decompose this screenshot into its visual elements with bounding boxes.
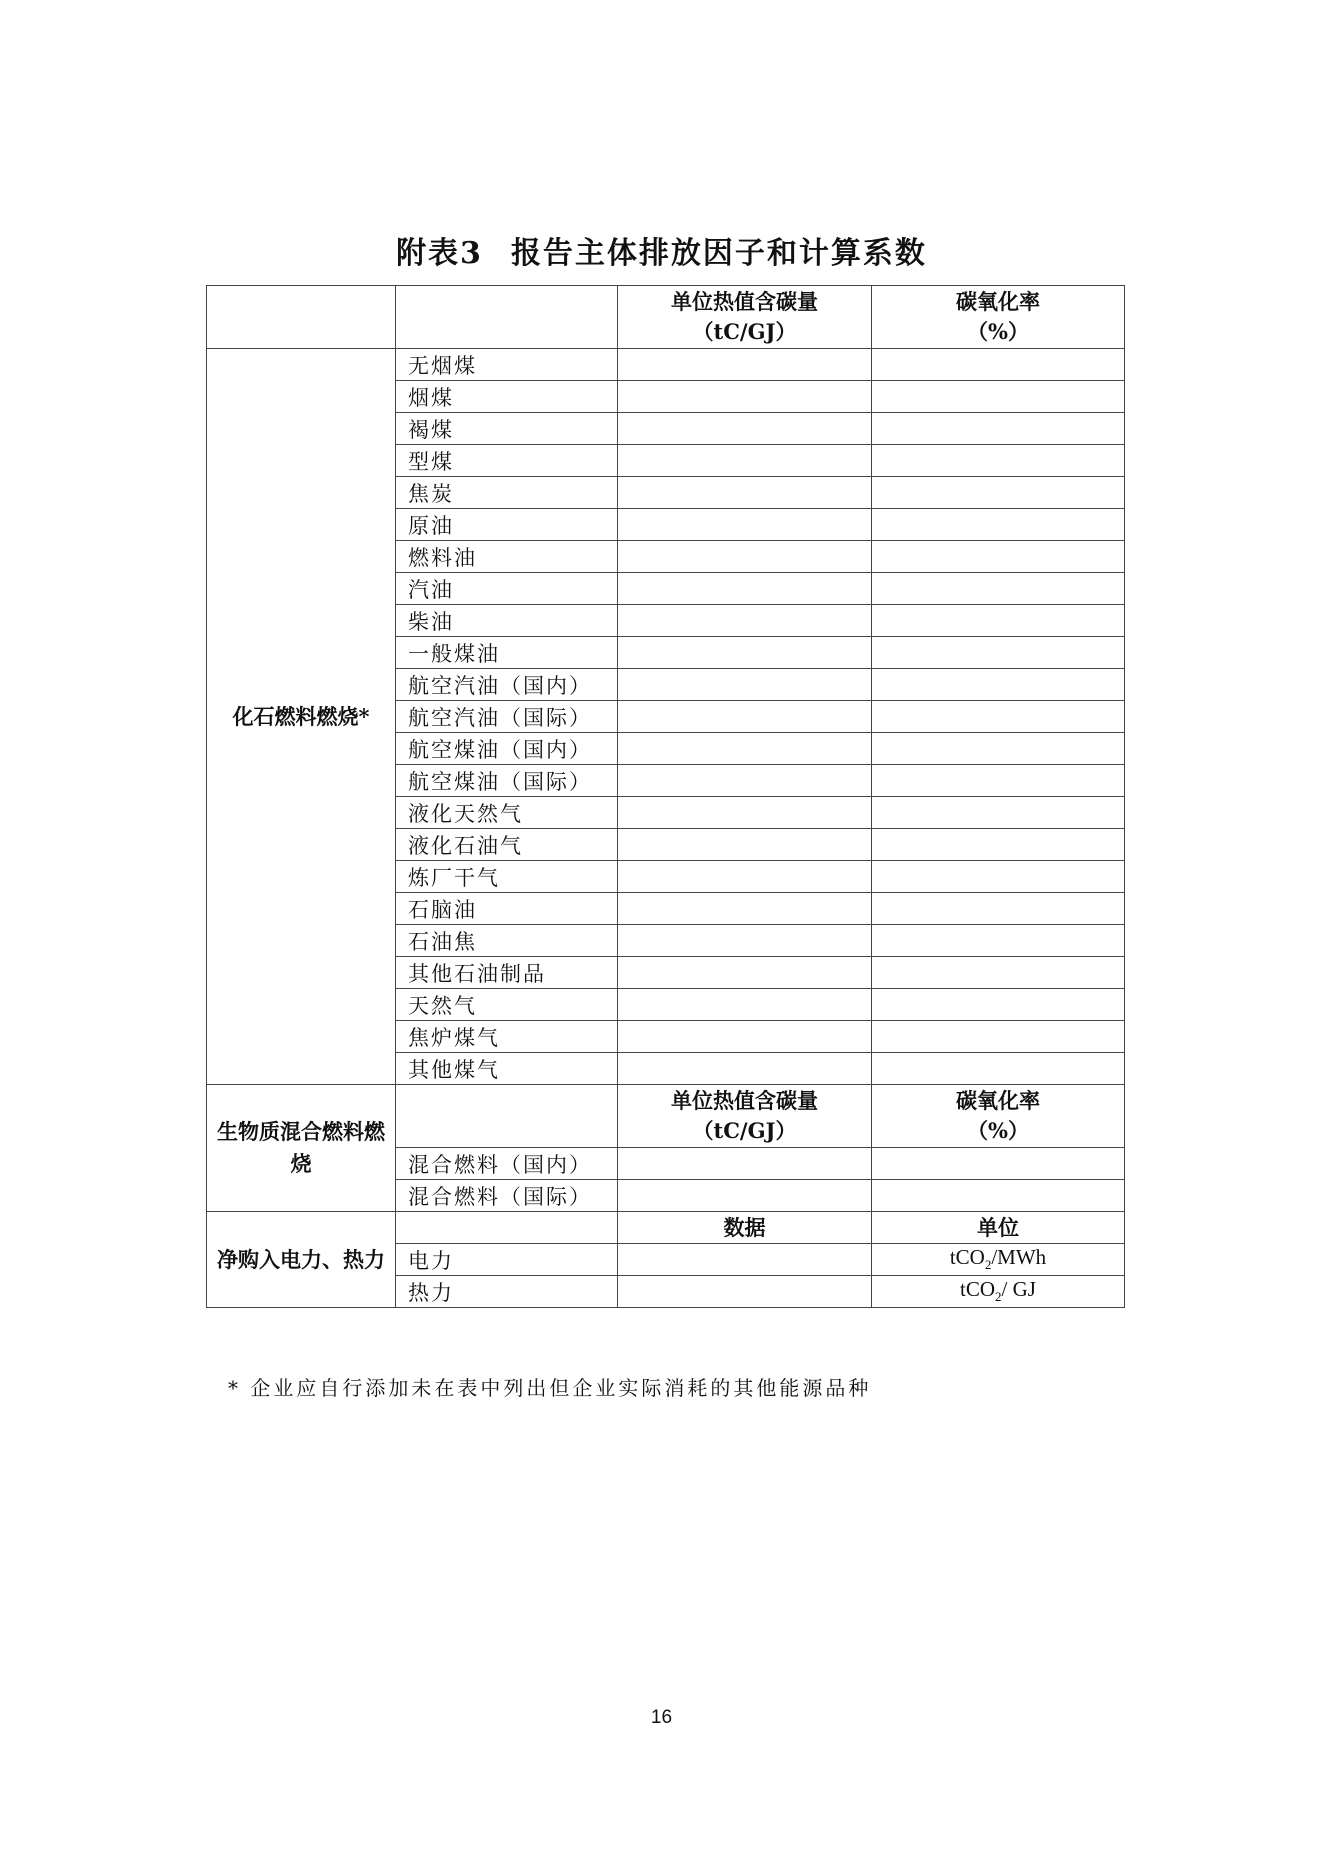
fuel-name: 型煤: [396, 445, 618, 477]
fuel-name: 石油焦: [396, 925, 618, 957]
fuel-name: 无烟煤: [396, 349, 618, 381]
carbon-content-cell[interactable]: [618, 829, 872, 861]
fuel-name: 航空汽油（国际）: [396, 701, 618, 733]
carbon-content-cell[interactable]: [618, 989, 872, 1021]
fuel-name: 混合燃料（国内）: [396, 1148, 618, 1180]
unit-text: / GJ: [1001, 1277, 1036, 1302]
oxidation-rate-cell[interactable]: [872, 349, 1125, 381]
header-line: 碳氧化率: [956, 289, 1040, 314]
oxidation-rate-cell[interactable]: [872, 541, 1125, 573]
table-title: 报告主体排放因子和计算系数: [510, 236, 927, 271]
empty-corner: [207, 286, 396, 349]
oxidation-rate-cell[interactable]: [872, 765, 1125, 797]
carbon-content-cell[interactable]: [618, 349, 872, 381]
oxidation-rate-cell[interactable]: [872, 797, 1125, 829]
group-purchased: 净购入电力、热力: [207, 1212, 396, 1308]
unit-text: tCO: [949, 1245, 985, 1270]
page-title: [0, 228, 1323, 272]
oxidation-rate-cell[interactable]: [872, 957, 1125, 989]
group-fossil-fuel: 化石燃料燃烧*: [207, 349, 396, 1085]
empty-header: [396, 286, 618, 349]
oxidation-rate-cell[interactable]: [872, 605, 1125, 637]
carbon-content-cell[interactable]: [618, 477, 872, 509]
unit-text: tCO: [960, 1277, 996, 1302]
oxidation-rate-cell[interactable]: [872, 1021, 1125, 1053]
oxidation-rate-cell[interactable]: [872, 701, 1125, 733]
carbon-content-cell[interactable]: [618, 861, 872, 893]
oxidation-rate-header: [872, 286, 1125, 349]
oxidation-rate-cell[interactable]: [872, 829, 1125, 861]
oxidation-rate-cell[interactable]: [872, 733, 1125, 765]
carbon-content-header: [618, 286, 872, 349]
carbon-content-cell[interactable]: [618, 381, 872, 413]
header-unit: （tC/GJ）: [692, 1118, 797, 1143]
oxidation-rate-cell[interactable]: [872, 861, 1125, 893]
oxidation-rate-cell[interactable]: [872, 509, 1125, 541]
fuel-name: 炼厂干气: [396, 861, 618, 893]
unit-subscript: 2: [995, 1289, 1002, 1305]
fuel-name: 原油: [396, 509, 618, 541]
fossil-header-row: [207, 286, 1125, 349]
fuel-name: 焦炭: [396, 477, 618, 509]
fuel-name: 液化天然气: [396, 797, 618, 829]
fuel-name: 混合燃料（国际）: [396, 1180, 618, 1212]
fuel-name: 天然气: [396, 989, 618, 1021]
fuel-name: 航空汽油（国内）: [396, 669, 618, 701]
carbon-content-cell[interactable]: [618, 1180, 872, 1212]
carbon-content-header: [618, 1085, 872, 1148]
oxidation-rate-cell[interactable]: [872, 381, 1125, 413]
data-header: 数据: [618, 1212, 872, 1244]
biomass-header-row: [207, 1085, 1125, 1148]
data-cell[interactable]: [618, 1276, 872, 1308]
unit-header: 单位: [872, 1212, 1125, 1244]
unit-subscript: 2: [984, 1257, 992, 1273]
carbon-content-cell[interactable]: [618, 701, 872, 733]
emission-factor-table: [206, 285, 1125, 1308]
unit-cell: [872, 1276, 1125, 1308]
carbon-content-cell[interactable]: [618, 541, 872, 573]
header-unit: （%）: [967, 319, 1029, 344]
fuel-name: 航空煤油（国际）: [396, 765, 618, 797]
carbon-content-cell[interactable]: [618, 1148, 872, 1180]
fuel-name: 柴油: [396, 605, 618, 637]
carbon-content-cell[interactable]: [618, 637, 872, 669]
carbon-content-cell[interactable]: [618, 445, 872, 477]
empty-header: [396, 1212, 618, 1244]
oxidation-rate-cell[interactable]: [872, 477, 1125, 509]
carbon-content-cell[interactable]: [618, 605, 872, 637]
footnote: * 企业应自行添加未在表中列出但企业实际消耗的其他能源品种: [228, 1376, 872, 1400]
carbon-content-cell[interactable]: [618, 797, 872, 829]
unit-text: /MWh: [991, 1245, 1047, 1270]
energy-name: 电力: [396, 1244, 618, 1276]
carbon-content-cell[interactable]: [618, 413, 872, 445]
table-label: 附表3: [396, 236, 483, 271]
fuel-name: 其他石油制品: [396, 957, 618, 989]
unit-cell: [872, 1244, 1125, 1276]
fuel-name: 一般煤油: [396, 637, 618, 669]
group-biomass: 生物质混合燃料燃烧: [207, 1085, 396, 1212]
oxidation-rate-cell[interactable]: [872, 669, 1125, 701]
fuel-name: 汽油: [396, 573, 618, 605]
header-line: 碳氧化率: [956, 1088, 1040, 1113]
oxidation-rate-cell[interactable]: [872, 413, 1125, 445]
page-number: 16: [650, 1707, 673, 1728]
carbon-content-cell[interactable]: [618, 893, 872, 925]
carbon-content-cell[interactable]: [618, 669, 872, 701]
purchased-header-row: [207, 1212, 1125, 1244]
oxidation-rate-cell[interactable]: [872, 573, 1125, 605]
oxidation-rate-cell[interactable]: [872, 445, 1125, 477]
energy-name: 热力: [396, 1276, 618, 1308]
header-unit: （%）: [967, 1118, 1029, 1143]
oxidation-rate-cell[interactable]: [872, 1148, 1125, 1180]
oxidation-rate-cell[interactable]: [872, 893, 1125, 925]
fuel-name: 焦炉煤气: [396, 1021, 618, 1053]
empty-header: [396, 1085, 618, 1148]
fuel-name: 燃料油: [396, 541, 618, 573]
oxidation-rate-header: [872, 1085, 1125, 1148]
carbon-content-cell[interactable]: [618, 1053, 872, 1085]
fuel-name: 褐煤: [396, 413, 618, 445]
carbon-content-cell[interactable]: [618, 733, 872, 765]
table-row: [207, 349, 1125, 381]
carbon-content-cell[interactable]: [618, 957, 872, 989]
header-unit: （tC/GJ）: [692, 319, 797, 344]
oxidation-rate-cell[interactable]: [872, 637, 1125, 669]
oxidation-rate-cell[interactable]: [872, 1180, 1125, 1212]
carbon-content-cell[interactable]: [618, 573, 872, 605]
oxidation-rate-cell[interactable]: [872, 1053, 1125, 1085]
fuel-name: 烟煤: [396, 381, 618, 413]
carbon-content-cell[interactable]: [618, 1021, 872, 1053]
oxidation-rate-cell[interactable]: [872, 925, 1125, 957]
data-cell[interactable]: [618, 1244, 872, 1276]
fuel-name: 其他煤气: [396, 1053, 618, 1085]
carbon-content-cell[interactable]: [618, 509, 872, 541]
fuel-name: 航空煤油（国内）: [396, 733, 618, 765]
header-line: 单位热值含碳量: [671, 1088, 818, 1113]
fuel-name: 石脑油: [396, 893, 618, 925]
carbon-content-cell[interactable]: [618, 925, 872, 957]
header-line: 单位热值含碳量: [671, 289, 818, 314]
oxidation-rate-cell[interactable]: [872, 989, 1125, 1021]
carbon-content-cell[interactable]: [618, 765, 872, 797]
fuel-name: 液化石油气: [396, 829, 618, 861]
